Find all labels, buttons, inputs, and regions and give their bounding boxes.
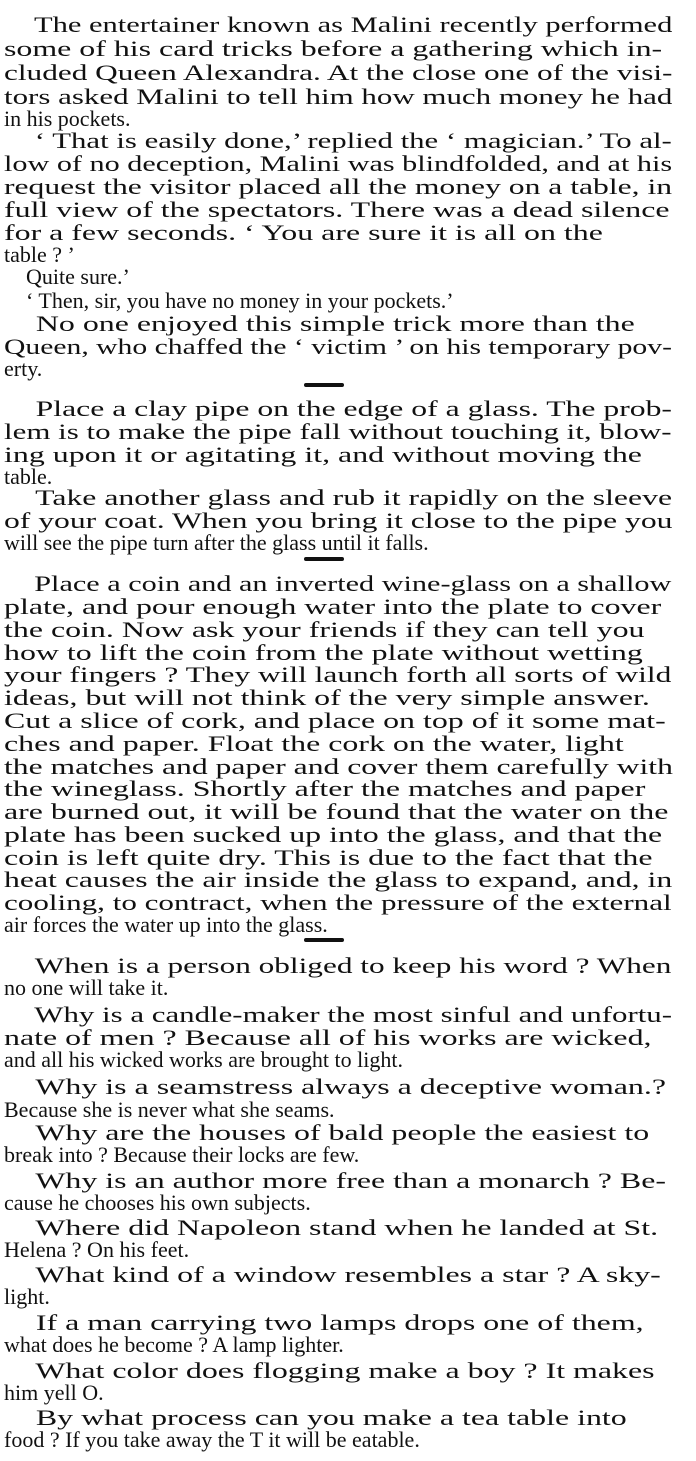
text-line: your fingers ? They will launch forth all sorts of wild [4, 662, 672, 687]
text-line: will see the pipe turn after the glass until it falls. [4, 530, 429, 555]
text-line: Why is a candle-maker the most sinful and unfortu- [4, 1002, 673, 1027]
text-line: erty. [4, 356, 43, 381]
text-line: lem is to make the pipe fall without touching it, blow- [4, 419, 672, 444]
text-line: of your coat. When you bring it close to the pipe you [4, 508, 673, 533]
text-line: coin is left quite dry. This is due to the fact that the [4, 845, 653, 870]
text-line: the matches and paper and cover them carefully with [4, 754, 673, 779]
text-line: Take another glass and rub it rapidly on the sleeve [4, 485, 673, 510]
text-line: the wineglass. Shortly after the matches and paper [4, 776, 646, 801]
section-divider [304, 557, 344, 561]
text-line: Because she is never what she seams. [4, 1097, 335, 1122]
text-line: Where did Napoleon stand when he landed at St. [4, 1215, 659, 1240]
text-line: Cut a slice of cork, and place on top of it some mat- [4, 708, 666, 733]
text-line: cause he chooses his own subjects. [4, 1190, 311, 1215]
text-line: low of no deception, Malini was blindfolded, and at his [4, 151, 673, 176]
text-line: how to lift the coin from the plate without wetting [4, 640, 643, 665]
text-line: plate has been sucked up into the glass, and that the [4, 822, 663, 847]
text-line: Quite sure.’ [4, 264, 130, 289]
text-line: ‘ That is easily done,’ replied the ‘ magician.’ To al- [4, 128, 672, 153]
text-line: ing upon it or agitating it, and without moving the [4, 442, 642, 467]
text-line: ‘ Then, sir, you have no money in your pockets.’ [4, 288, 454, 313]
text-line: Place a coin and an inverted wine-glass on a shallow [4, 571, 672, 596]
text-line: Queen, who chaffed the ‘ victim ’ on his temporary pov- [4, 334, 672, 359]
section-divider [304, 938, 344, 942]
text-line: The entertainer known as Malini recently performed [4, 12, 673, 37]
text-line: What color does flogging make a boy ? It makes [4, 1358, 655, 1383]
text-line: in his pockets. [4, 106, 131, 131]
text-line: light. [4, 1284, 50, 1309]
text-line: If a man carrying two lamps drops one of them, [4, 1310, 644, 1335]
text-line: Helena ? On his feet. [4, 1237, 190, 1262]
text-line: tors asked Malini to tell him how much money he had [4, 84, 673, 109]
text-line: and all his wicked works are brought to light. [4, 1047, 403, 1072]
text-line: ideas, but will not think of the very simple answer. [4, 685, 650, 710]
text-line: plate, and pour enough water into the plate to cover [4, 594, 662, 619]
text-line: food ? If you take away the T it will be eatable. [4, 1427, 420, 1452]
text-line: for a few seconds. ‘ You are sure it is all on the [4, 220, 603, 245]
text-line: him yell O. [4, 1380, 104, 1405]
text-line: nate of men ? Because all of his works are wicked, [4, 1025, 652, 1050]
text-line: cooling, to contract, when the pressure of the external [4, 890, 672, 915]
text-line: Why is a seamstress always a deceptive woman.? [4, 1074, 667, 1099]
text-line: cluded Queen Alexandra. At the close one of the visi- [4, 60, 673, 85]
text-line: request the visitor placed all the money on a table, in [4, 174, 673, 199]
text-line: the coin. Now ask your friends if they can tell you [4, 617, 645, 642]
text-line: ches and paper. Float the cork on the water, light [4, 731, 624, 756]
text-line: heat causes the air inside the glass to expand, and, in [4, 867, 673, 892]
text-line: break into ? Because their locks are few. [4, 1142, 360, 1167]
section-divider [304, 383, 344, 387]
text-line: What kind of a window resembles a star ? A sky- [4, 1262, 661, 1287]
text-line: When is a person obliged to keep his word ? When [4, 953, 672, 978]
text-line: table. [4, 464, 53, 489]
text-line: are burned out, it will be found that the water on the [4, 799, 669, 824]
text-line: full view of the spectators. There was a dead silence [4, 197, 670, 222]
text-line: no one will take it. [4, 975, 169, 1000]
text-line: air forces the water up into the glass. [4, 912, 328, 937]
text-line: Why is an author more free than a monarch ? Be- [4, 1168, 666, 1193]
text-line: what does he become ? A lamp lighter. [4, 1332, 344, 1357]
text-line: Place a clay pipe on the edge of a glass. The prob- [4, 396, 673, 421]
text-line: table ? ’ [4, 242, 75, 267]
text-line: Why are the houses of bald people the easiest to [4, 1120, 650, 1145]
text-line: No one enjoyed this simple trick more than the [4, 311, 635, 336]
text-line: By what process can you make a tea table into [4, 1405, 627, 1430]
text-line: some of his card tricks before a gathering which in- [4, 36, 663, 61]
